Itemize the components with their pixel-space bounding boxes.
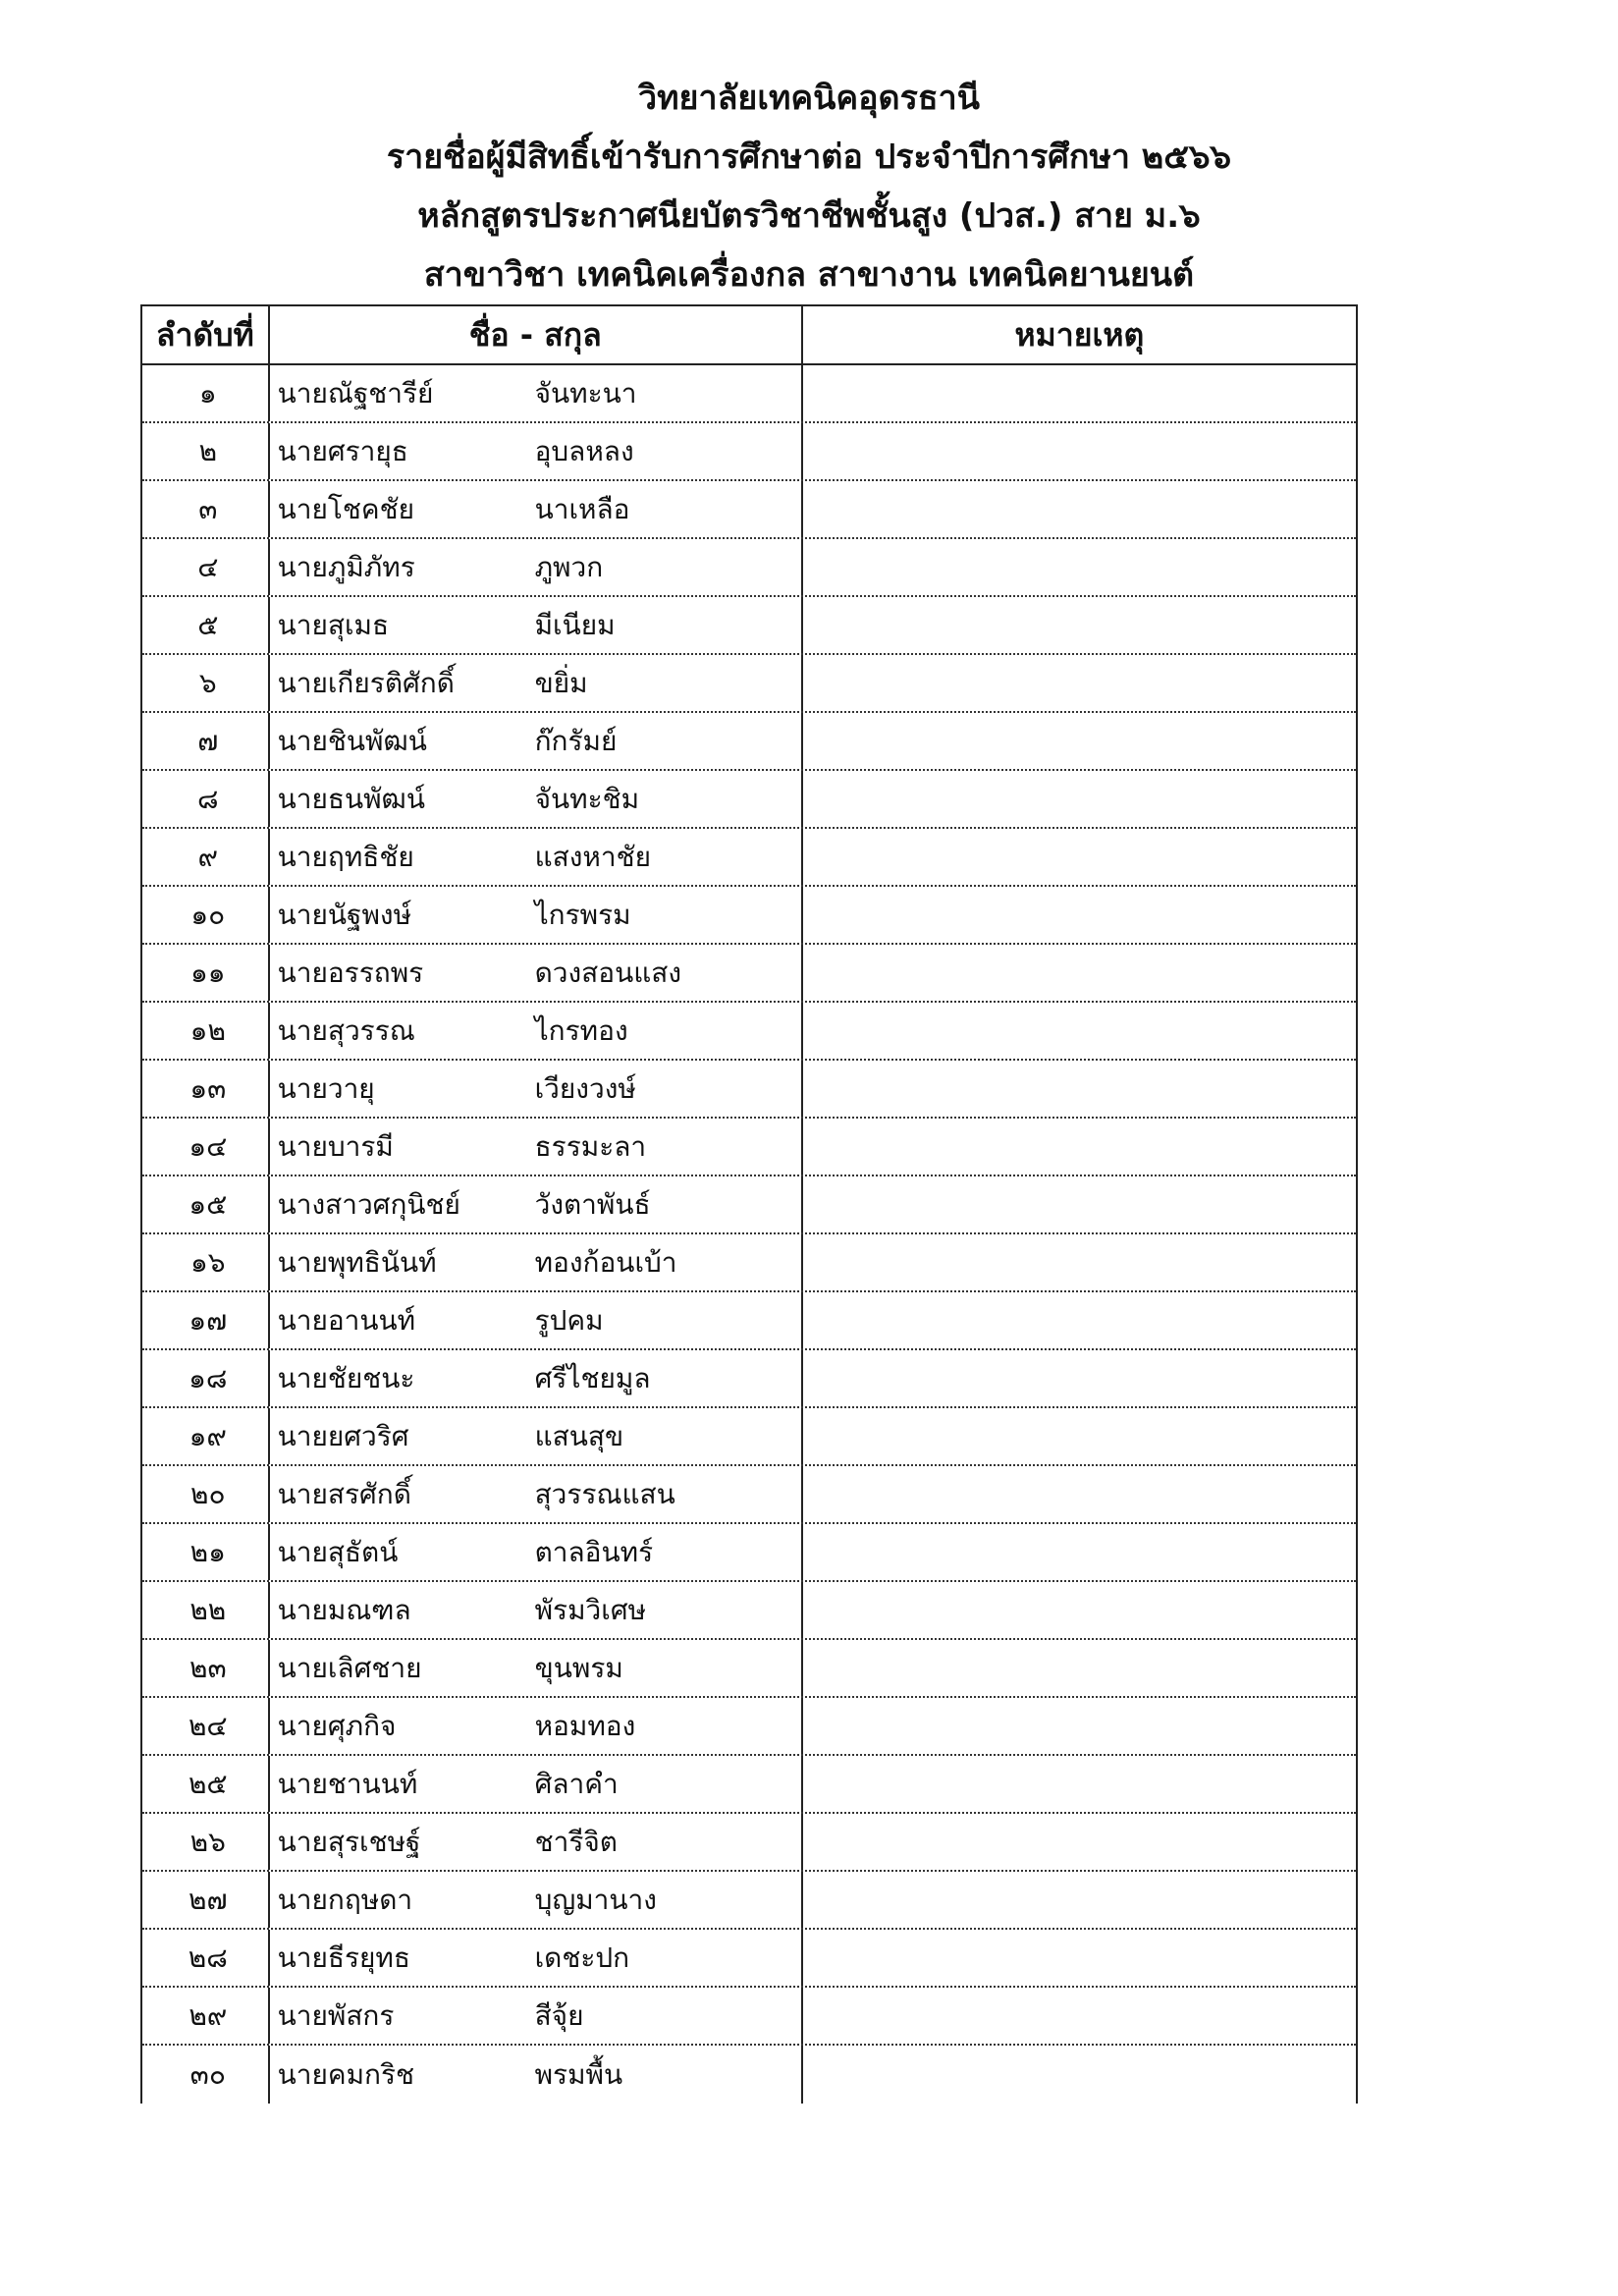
student-name <box>270 423 803 479</box>
student-name <box>270 597 803 653</box>
student-first-name: นายโชคชัย <box>277 492 415 525</box>
row-note <box>803 1988 1356 2044</box>
student-name <box>270 1814 803 1870</box>
student-first-name: นายฤทธิชัย <box>277 840 414 873</box>
student-name <box>270 1234 803 1290</box>
student-last-name: แสนสุข <box>534 1419 624 1452</box>
row-number: ๕ <box>142 597 270 653</box>
student-name <box>270 1466 803 1522</box>
row-number: ๒ <box>142 423 270 479</box>
row-note <box>803 887 1356 943</box>
row-number: ๑๖ <box>142 1234 270 1290</box>
table-row <box>142 713 1356 771</box>
table-row <box>142 1061 1356 1119</box>
student-last-name: ศรีไชยมูล <box>534 1361 651 1394</box>
row-number: ๑๕ <box>142 1176 270 1232</box>
student-name <box>270 1119 803 1175</box>
row-note <box>803 1061 1356 1117</box>
row-number: ๗ <box>142 713 270 769</box>
row-number: ๑๒ <box>142 1003 270 1059</box>
student-last-name: พรมพื้น <box>534 2057 623 2091</box>
document-title: รายชื่อผู้มีสิทธิ์เข้ารับการศึกษาต่อ ประจำปีการศึกษา ๒๕๖๖ <box>386 137 1232 177</box>
student-name <box>270 1698 803 1754</box>
row-number: ๘ <box>142 771 270 827</box>
student-first-name: นายณัฐชารีย์ <box>277 376 434 410</box>
student-name <box>270 481 803 537</box>
student-first-name: นายพัสกร <box>277 1998 395 2032</box>
student-last-name: ธรรมะลา <box>534 1129 647 1163</box>
table-row <box>142 1119 1356 1176</box>
row-note <box>803 1466 1356 1522</box>
student-list-table <box>140 304 1358 2104</box>
student-last-name: ภูพวก <box>534 550 604 583</box>
student-first-name: นายเลิศชาย <box>277 1651 422 1684</box>
row-number: ๒๐ <box>142 1466 270 1522</box>
student-last-name: ดวงสอนแสง <box>534 956 682 989</box>
table-row <box>142 1988 1356 2046</box>
student-last-name: ชารีจิต <box>534 1825 618 1858</box>
student-name <box>270 1350 803 1406</box>
student-name <box>270 365 803 421</box>
row-number: ๑๗ <box>142 1292 270 1348</box>
student-last-name: รูปคม <box>534 1303 604 1337</box>
column-header-note: หมายเหตุ <box>1014 315 1145 354</box>
table-row <box>142 1640 1356 1698</box>
row-number: ๒๗ <box>142 1872 270 1928</box>
row-note <box>803 655 1356 711</box>
row-number: ๖ <box>142 655 270 711</box>
table-row <box>142 1466 1356 1524</box>
row-number: ๒๔ <box>142 1698 270 1754</box>
student-first-name: นายอรรถพร <box>277 956 424 989</box>
table-row <box>142 481 1356 539</box>
student-name <box>270 1872 803 1928</box>
row-note <box>803 365 1356 421</box>
student-name <box>270 1176 803 1232</box>
student-first-name: นายมณฑล <box>277 1593 411 1626</box>
student-first-name: นายกฤษดา <box>277 1883 413 1916</box>
student-first-name: นายศรายุธ <box>277 434 408 467</box>
table-row <box>142 2046 1356 2104</box>
table-row <box>142 655 1356 713</box>
row-number: ๑๙ <box>142 1408 270 1464</box>
student-name <box>270 1061 803 1117</box>
table-row <box>142 1408 1356 1466</box>
row-note <box>803 1176 1356 1232</box>
row-number: ๑๐ <box>142 887 270 943</box>
row-number: ๒๓ <box>142 1640 270 1696</box>
table-row <box>142 1524 1356 1582</box>
student-last-name: ขุนพรม <box>534 1651 623 1684</box>
row-note <box>803 597 1356 653</box>
student-name <box>270 1524 803 1580</box>
student-first-name: นายสุธัตน์ <box>277 1535 399 1568</box>
table-header <box>140 304 1358 365</box>
row-number: ๑๔ <box>142 1119 270 1175</box>
student-name <box>270 539 803 595</box>
row-note <box>803 481 1356 537</box>
table-row <box>142 1930 1356 1988</box>
table-body <box>140 365 1358 2104</box>
column-header-name: ชื่อ - สกุล <box>270 306 803 363</box>
student-name <box>270 1408 803 1464</box>
student-first-name: นายสรศักดิ์ <box>277 1477 411 1510</box>
program-title: หลักสูตรประกาศนียบัตรวิชาชีพชั้นสูง (ปวส.) สาย ม.๖ <box>417 196 1201 236</box>
table-row <box>142 1350 1356 1408</box>
row-number: ๒๕ <box>142 1756 270 1812</box>
student-name <box>270 1640 803 1696</box>
student-first-name: นายศุภกิจ <box>277 1709 397 1742</box>
student-first-name: นายเกียรติศักดิ์ <box>277 666 455 699</box>
student-name <box>270 1292 803 1348</box>
row-note <box>803 1234 1356 1290</box>
row-number: ๑ <box>142 365 270 421</box>
student-name <box>270 713 803 769</box>
table-row <box>142 1176 1356 1234</box>
student-last-name: วังตาพันธ์ <box>534 1187 651 1221</box>
student-last-name: อุบลหลง <box>534 434 634 467</box>
student-first-name: นายชานนท์ <box>277 1767 418 1800</box>
row-number: ๑๓ <box>142 1061 270 1117</box>
student-last-name: หอมทอง <box>534 1709 636 1742</box>
table-row <box>142 1292 1356 1350</box>
student-last-name: นาเหลือ <box>534 492 630 525</box>
row-number: ๒๘ <box>142 1930 270 1986</box>
student-first-name: นายสุรเชษฐ์ <box>277 1825 421 1858</box>
row-number: ๒๙ <box>142 1988 270 2044</box>
row-number: ๔ <box>142 539 270 595</box>
student-first-name: นายคมกริช <box>277 2057 415 2091</box>
student-last-name: ขยิ่ม <box>534 666 588 699</box>
student-last-name: บุญมานาง <box>534 1883 657 1916</box>
table-row <box>142 1582 1356 1640</box>
table-row <box>142 1003 1356 1061</box>
student-last-name: เวียงวงษ์ <box>534 1071 636 1105</box>
row-note <box>803 539 1356 595</box>
student-first-name: นายสุวรรณ <box>277 1013 415 1047</box>
student-name <box>270 945 803 1001</box>
table-row <box>142 945 1356 1003</box>
table-row <box>142 539 1356 597</box>
student-first-name: นางสาวศกุนิชย์ <box>277 1187 460 1221</box>
student-first-name: นายพุทธินันท์ <box>277 1245 437 1279</box>
row-number: ๓๐ <box>142 2046 270 2104</box>
row-note <box>803 1350 1356 1406</box>
row-note <box>803 2046 1356 2104</box>
table-row <box>142 1872 1356 1930</box>
student-first-name: นายชัยชนะ <box>277 1361 415 1394</box>
row-note <box>803 1872 1356 1928</box>
student-first-name: นายอานนท์ <box>277 1303 416 1337</box>
row-number: ๒๑ <box>142 1524 270 1580</box>
student-name <box>270 1930 803 1986</box>
student-first-name: นายภูมิภัทร <box>277 550 415 583</box>
student-first-name: นายสุเมธ <box>277 608 390 641</box>
student-last-name: ทองก้อนเบ้า <box>534 1245 677 1279</box>
row-note <box>803 829 1356 885</box>
row-note <box>803 1292 1356 1348</box>
student-last-name: แสงหาชัย <box>534 840 651 873</box>
row-note <box>803 1003 1356 1059</box>
row-note <box>803 1930 1356 1986</box>
college-name: วิทยาลัยเทคนิคอุดรธานี <box>638 79 980 118</box>
student-first-name: นายนัฐพงษ์ <box>277 898 412 931</box>
table-row <box>142 1698 1356 1756</box>
row-note <box>803 945 1356 1001</box>
row-note <box>803 1756 1356 1812</box>
row-note <box>803 1582 1356 1638</box>
column-header-no: ลำดับที่ <box>142 306 270 363</box>
student-first-name: นายวายุ <box>277 1071 375 1105</box>
student-name <box>270 655 803 711</box>
row-note <box>803 771 1356 827</box>
row-number: ๙ <box>142 829 270 885</box>
row-note <box>803 1119 1356 1175</box>
row-note <box>803 1698 1356 1754</box>
student-first-name: นายบารมี <box>277 1129 394 1163</box>
student-last-name: พัรมวิเศษ <box>534 1593 647 1626</box>
student-first-name: นายยศวริศ <box>277 1419 409 1452</box>
student-name <box>270 1003 803 1059</box>
student-last-name: ศิลาคำ <box>534 1767 619 1800</box>
row-number: ๑๘ <box>142 1350 270 1406</box>
document-header <box>0 69 1618 304</box>
table-row <box>142 423 1356 481</box>
major-title: สาขาวิชา เทคนิคเครื่องกล สาขางาน เทคนิคยานยนต์ <box>423 255 1195 295</box>
student-name <box>270 771 803 827</box>
table-row <box>142 365 1356 423</box>
row-number: ๒๖ <box>142 1814 270 1870</box>
student-first-name: นายธีรยุทธ <box>277 1941 410 1974</box>
row-note <box>803 423 1356 479</box>
student-last-name: สุวรรณแสน <box>534 1477 675 1510</box>
row-note <box>803 1640 1356 1696</box>
student-last-name: ก๊กรัมย์ <box>534 724 618 757</box>
row-number: ๓ <box>142 481 270 537</box>
row-note <box>803 1814 1356 1870</box>
row-note <box>803 1408 1356 1464</box>
row-number: ๑๑ <box>142 945 270 1001</box>
student-name <box>270 829 803 885</box>
student-last-name: ไกรพรม <box>534 898 631 931</box>
student-last-name: เดชะปก <box>534 1941 630 1974</box>
student-name <box>270 2046 803 2104</box>
student-first-name: นายชินพัฒน์ <box>277 724 427 757</box>
student-name <box>270 1756 803 1812</box>
table-row <box>142 1756 1356 1814</box>
table-row <box>142 597 1356 655</box>
student-last-name: ไกรทอง <box>534 1013 628 1047</box>
student-name <box>270 1582 803 1638</box>
student-name <box>270 1988 803 2044</box>
student-last-name: จันทะนา <box>534 376 637 410</box>
row-note <box>803 1524 1356 1580</box>
table-row <box>142 1814 1356 1872</box>
table-row <box>142 771 1356 829</box>
student-last-name: สีจุ้ย <box>534 1998 584 2032</box>
student-last-name: มีเนียม <box>534 608 616 641</box>
table-row <box>142 829 1356 887</box>
student-last-name: ตาลอินทร์ <box>534 1535 654 1568</box>
row-note <box>803 713 1356 769</box>
table-row <box>142 887 1356 945</box>
student-first-name: นายธนพัฒน์ <box>277 782 425 815</box>
row-number: ๒๒ <box>142 1582 270 1638</box>
student-name <box>270 887 803 943</box>
student-last-name: จันทะชิม <box>534 782 640 815</box>
table-row <box>142 1234 1356 1292</box>
